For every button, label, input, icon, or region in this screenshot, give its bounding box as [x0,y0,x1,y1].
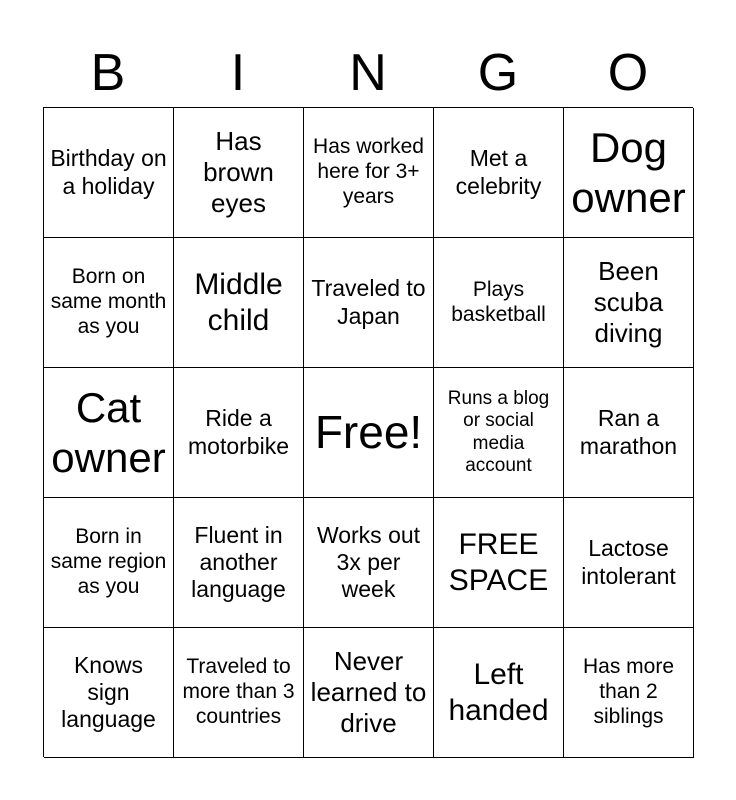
cell-label: Dog owner [571,123,686,221]
bingo-cell [44,498,174,628]
cell-label: Has brown eyes [203,126,274,218]
header-letter-b: B [90,44,126,102]
bingo-cell [564,108,694,238]
cell-label: FREE SPACE [448,528,549,597]
cell-label: Met a celebrity [455,145,542,199]
cell-label: Never learned to drive [310,646,427,738]
cell-label: Has worked here for 3+ years [313,135,424,208]
cell-label: Been scuba diving [593,256,664,348]
bingo-cell [304,498,434,628]
bingo-cell [434,628,564,758]
bingo-cell [174,498,304,628]
header-letter-o: O [607,44,649,102]
bingo-cell [44,628,174,758]
cell-label: Traveled to more than 3 countries [182,655,295,728]
bingo-cell [174,108,304,238]
header-letter-i: I [230,44,246,102]
cell-label: Works out 3x per week [316,521,421,603]
bingo-cell [564,238,694,368]
bingo-cell [174,238,304,368]
cell-label: Cat owner [51,383,166,481]
bingo-cell [434,498,564,628]
cell-label: Free! [314,406,423,459]
cell-label: Born in same region as you [50,525,167,598]
cell-label: Lactose intolerant [581,535,676,589]
bingo-cell [174,628,304,758]
bingo-cell [304,628,434,758]
cell-label: Traveled to Japan [311,275,426,329]
bingo-cell [44,108,174,238]
bingo-cell [174,368,304,498]
cell-label: Ride a motorbike [188,405,289,459]
bingo-cell [304,238,434,368]
cell-label: Runs a blog or social media account [447,387,550,476]
bingo-cell [434,108,564,238]
bingo-cell [44,368,174,498]
cell-label: Fluent in another language [191,521,286,603]
cell-label: Left handed [448,658,549,727]
bingo-cell [564,628,694,758]
cell-label: Birthday on a holiday [50,145,167,199]
bingo-cell [304,108,434,238]
bingo-header [43,38,693,108]
bingo-cell [434,238,564,368]
bingo-cell [434,368,564,498]
cell-label: Ran a marathon [579,405,678,459]
bingo-board [43,107,693,757]
cell-label: Born on same month as you [50,265,167,338]
cell-label: Middle child [194,268,283,337]
bingo-cell [564,498,694,628]
cell-label: Plays basketball [451,277,546,326]
bingo-cell [44,238,174,368]
bingo-cell [564,368,694,498]
cell-label: Has more than 2 siblings [582,655,675,728]
cell-label: Knows sign language [61,651,156,733]
header-letter-g: G [477,44,519,102]
header-letter-n: N [349,44,387,102]
bingo-cell [304,368,434,498]
